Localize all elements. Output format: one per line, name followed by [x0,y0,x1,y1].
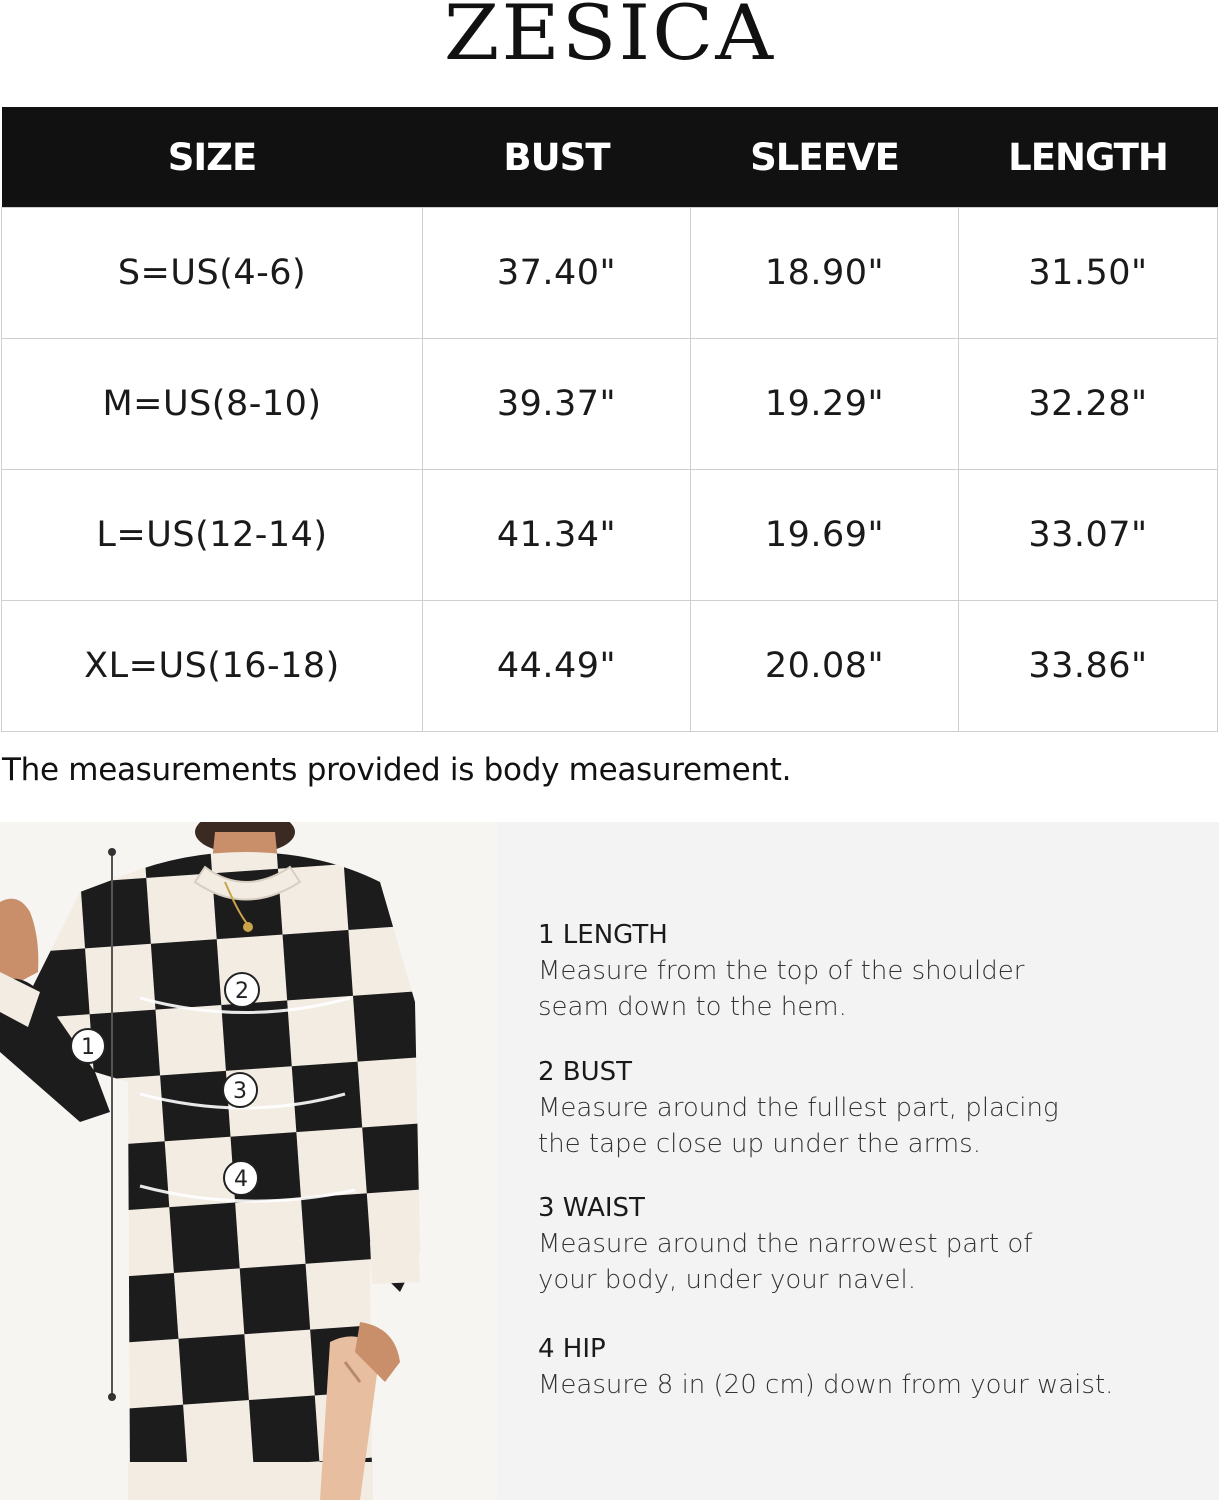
guide-title: 2 BUST [538,1057,633,1087]
sleeve-cell: 18.90" [691,208,959,339]
header-length: LENGTH [959,107,1218,208]
svg-text:3: 3 [233,1079,247,1104]
header-size: SIZE [2,107,423,208]
guide-desc: your body, under your navel. [538,1265,916,1295]
sleeve-cell: 19.29" [691,339,959,470]
guide-desc: Measure around the narrowest part of [538,1229,1033,1259]
guide-title: 4 HIP [538,1334,606,1364]
guide-desc: the tape close up under the arms. [538,1129,981,1159]
svg-text:4: 4 [234,1167,248,1192]
measurement-guide-panel [497,822,1219,1500]
marker-1 [71,1029,105,1063]
guide-hip [538,1331,1198,1403]
size-chart-table [1,107,1218,732]
guide-bust [538,1054,1198,1162]
guide-desc: Measure from the top of the shoulder [538,956,1025,986]
length-cell: 33.07" [959,470,1218,601]
table-row [2,339,1218,470]
svg-text:1: 1 [81,1035,95,1060]
header-bust: BUST [423,107,691,208]
header-sleeve: SLEEVE [691,107,959,208]
table-row [2,208,1218,339]
guide-title: 3 WAIST [538,1193,645,1223]
size-cell: S=US(4-6) [2,208,423,339]
guide-desc: seam down to the hem. [538,992,847,1022]
size-cell: XL=US(16-18) [2,601,423,732]
size-cell: M=US(8-10) [2,339,423,470]
sleeve-cell: 20.08" [691,601,959,732]
marker-2 [225,973,259,1007]
marker-3 [223,1073,257,1107]
guide-waist [538,1190,1198,1298]
measurement-note: The measurements provided is body measurement. [2,752,792,788]
size-cell: L=US(12-14) [2,470,423,601]
bust-cell: 39.37" [423,339,691,470]
checkered-sweater-illustration [0,822,497,1500]
length-cell: 31.50" [959,208,1218,339]
table-row [2,470,1218,601]
model-photo [0,822,497,1500]
svg-text:2: 2 [235,979,249,1004]
guide-title: 1 LENGTH [538,920,668,950]
bust-cell: 44.49" [423,601,691,732]
marker-4 [224,1161,258,1195]
sleeve-cell: 19.69" [691,470,959,601]
guide-desc: Measure 8 in (20 cm) down from your waist. [538,1370,1114,1400]
bust-cell: 37.40" [423,208,691,339]
table-header-row [2,107,1218,208]
brand-logo: ZESICA [443,0,776,77]
guide-desc: Measure around the fullest part, placing [538,1093,1059,1123]
length-cell: 32.28" [959,339,1218,470]
length-cell: 33.86" [959,601,1218,732]
bust-cell: 41.34" [423,470,691,601]
table-row [2,601,1218,732]
guide-length [538,917,1198,1025]
